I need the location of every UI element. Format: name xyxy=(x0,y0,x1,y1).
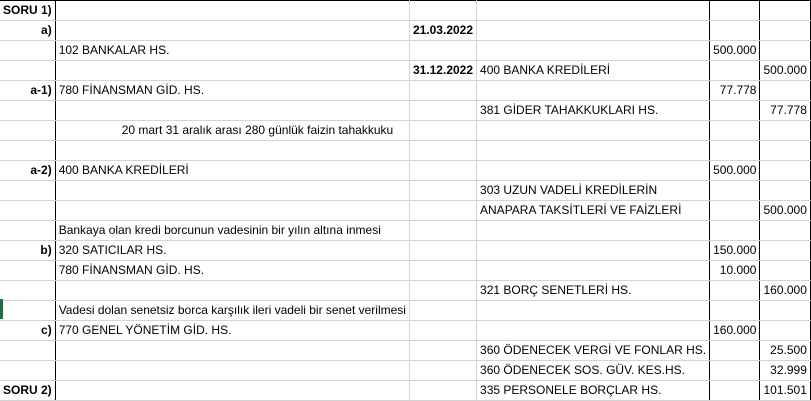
cell-f9[interactable] xyxy=(760,161,810,181)
cell-d15[interactable]: 321 BORÇ SENETLERİ HS. xyxy=(477,281,710,301)
cell-a16[interactable] xyxy=(0,301,55,321)
cell-e7[interactable] xyxy=(710,121,760,141)
cell-d17[interactable] xyxy=(477,321,710,341)
row-selection-marker xyxy=(0,299,3,319)
cell-a3[interactable] xyxy=(0,41,55,61)
cell-d1[interactable] xyxy=(477,1,710,21)
cell-f2[interactable] xyxy=(760,21,810,41)
cell-e2[interactable] xyxy=(710,21,760,41)
cell-b16[interactable]: Vadesi dolan senetsiz borca karşılık ileri vadeli bir senet verilmesi xyxy=(55,301,409,321)
cell-c10[interactable] xyxy=(409,181,476,201)
cell-a6[interactable] xyxy=(0,101,55,121)
table-row xyxy=(0,21,810,41)
cell-b14[interactable]: 780 FİNANSMAN GİD. HS. xyxy=(55,261,409,281)
table-row xyxy=(0,341,810,361)
cell-a14[interactable] xyxy=(0,261,55,281)
cell-e17[interactable]: 160.000 xyxy=(710,321,760,341)
cell-c2[interactable]: 21.03.2022 xyxy=(409,21,476,41)
cell-c6[interactable] xyxy=(409,101,476,121)
cell-d9[interactable] xyxy=(477,161,710,181)
table-row xyxy=(0,101,810,121)
cell-c18[interactable] xyxy=(409,341,476,361)
cell-e16[interactable] xyxy=(710,301,760,321)
cell-b9[interactable]: 400 BANKA KREDİLERİ xyxy=(55,161,409,181)
cell-b4[interactable] xyxy=(55,61,409,81)
table-row xyxy=(0,281,810,301)
table-row xyxy=(0,221,810,241)
cell-b7[interactable]: 20 mart 31 aralık arası 280 günlük faizin tahakkuku xyxy=(55,121,409,141)
cell-c3[interactable] xyxy=(409,41,476,61)
cell-f12[interactable] xyxy=(760,221,810,241)
cell-d19[interactable]: 360 ÖDENECEK SOS. GÜV. KES.HS. xyxy=(477,361,710,381)
table-row xyxy=(0,181,810,201)
cell-a13[interactable]: b) xyxy=(0,241,55,261)
table-row xyxy=(0,261,810,281)
cell-b11[interactable] xyxy=(55,201,409,221)
cell-a5[interactable]: a-1) xyxy=(0,81,55,101)
cell-c14[interactable] xyxy=(409,261,476,281)
table-row xyxy=(0,1,810,21)
cell-d18[interactable]: 360 ÖDENECEK VERGİ VE FONLAR HS. xyxy=(477,341,710,361)
cell-a1[interactable]: SORU 1) xyxy=(0,1,55,21)
cell-f13[interactable] xyxy=(760,241,810,261)
cell-e5[interactable]: 77.778 xyxy=(710,81,760,101)
cell-a20[interactable]: SORU 2) xyxy=(0,381,55,401)
cell-e20[interactable] xyxy=(710,381,760,401)
cell-d14[interactable] xyxy=(477,261,710,281)
cell-b2[interactable] xyxy=(55,21,409,41)
cell-d2[interactable] xyxy=(477,21,710,41)
cell-f5[interactable] xyxy=(760,81,810,101)
cell-f20[interactable]: 101.501 xyxy=(760,381,810,401)
cell-e10[interactable] xyxy=(710,181,760,201)
cell-f16[interactable] xyxy=(760,301,810,321)
cell-a2[interactable]: a) xyxy=(0,21,55,41)
cell-e1[interactable] xyxy=(710,1,760,21)
cell-c7[interactable] xyxy=(409,121,476,141)
cell-e4[interactable] xyxy=(710,61,760,81)
cell-c13[interactable] xyxy=(409,241,476,261)
cell-d12[interactable] xyxy=(477,221,710,241)
cell-a4[interactable] xyxy=(0,61,55,81)
cell-c17[interactable] xyxy=(409,321,476,341)
table-row xyxy=(0,81,810,101)
cell-a15[interactable] xyxy=(0,281,55,301)
cell-e13[interactable]: 150.000 xyxy=(710,241,760,261)
table-row xyxy=(0,301,810,321)
cell-d4[interactable]: 400 BANKA KREDİLERİ xyxy=(477,61,710,81)
cell-f3[interactable] xyxy=(760,41,810,61)
cell-b10[interactable] xyxy=(55,181,409,201)
cell-d13[interactable] xyxy=(477,241,710,261)
cell-f4[interactable]: 500.000 xyxy=(760,61,810,81)
cell-f19[interactable]: 32.999 xyxy=(760,361,810,381)
cell-f11[interactable]: 500.000 xyxy=(760,201,810,221)
table-row xyxy=(0,161,810,181)
cell-f17[interactable] xyxy=(760,321,810,341)
cell-b8[interactable] xyxy=(55,141,409,161)
cell-e3[interactable]: 500.000 xyxy=(710,41,760,61)
cell-d16[interactable] xyxy=(477,301,710,321)
cell-d11[interactable]: ANAPARA TAKSİTLERİ VE FAİZLERİ xyxy=(477,201,710,221)
cell-b19[interactable] xyxy=(55,361,409,381)
table-row xyxy=(0,381,810,401)
table-row xyxy=(0,121,810,141)
cell-f6[interactable]: 77.778 xyxy=(760,101,810,121)
cell-d6[interactable]: 381 GİDER TAHAKKUKLARI HS. xyxy=(477,101,710,121)
cell-a9[interactable]: a-2) xyxy=(0,161,55,181)
cell-d7[interactable] xyxy=(477,121,710,141)
cell-a11[interactable] xyxy=(0,201,55,221)
cell-f10[interactable] xyxy=(760,181,810,201)
cell-b1[interactable] xyxy=(55,1,409,21)
cell-a19[interactable] xyxy=(0,361,55,381)
cell-c12[interactable] xyxy=(409,221,476,241)
cell-b13[interactable]: 320 SATICILAR HS. xyxy=(55,241,409,261)
cell-f7[interactable] xyxy=(760,121,810,141)
cell-a8[interactable] xyxy=(0,141,55,161)
cell-d10[interactable]: 303 UZUN VADELİ KREDİLERİN xyxy=(477,181,710,201)
cell-e18[interactable] xyxy=(710,341,760,361)
cell-c11[interactable] xyxy=(409,201,476,221)
cell-c9[interactable] xyxy=(409,161,476,181)
cell-f15[interactable]: 160.000 xyxy=(760,281,810,301)
cell-c1[interactable] xyxy=(409,1,476,21)
cell-b17[interactable]: 770 GENEL YÖNETİM GİD. HS. xyxy=(55,321,409,341)
table-row xyxy=(0,361,810,381)
cell-d3[interactable] xyxy=(477,41,710,61)
cell-b20[interactable] xyxy=(55,381,409,401)
cell-c5[interactable] xyxy=(409,81,476,101)
cell-a17[interactable]: c) xyxy=(0,321,55,341)
cell-c19[interactable] xyxy=(409,361,476,381)
cell-e19[interactable] xyxy=(710,361,760,381)
cell-a10[interactable] xyxy=(0,181,55,201)
cell-c16[interactable] xyxy=(409,301,476,321)
cell-b12[interactable]: Bankaya olan kredi borcunun vadesinin bir yılın altına inmesi xyxy=(55,221,409,241)
cell-c8[interactable] xyxy=(409,141,476,161)
cell-e9[interactable]: 500.000 xyxy=(710,161,760,181)
cell-b15[interactable] xyxy=(55,281,409,301)
table-row xyxy=(0,41,810,61)
cell-e8[interactable] xyxy=(710,141,760,161)
cell-c4[interactable]: 31.12.2022 xyxy=(409,61,476,81)
cell-b18[interactable] xyxy=(55,341,409,361)
table-row xyxy=(0,141,810,161)
table-row xyxy=(0,61,810,81)
cell-f14[interactable] xyxy=(760,261,810,281)
cell-b5[interactable]: 780 FİNANSMAN GİD. HS. xyxy=(55,81,409,101)
cell-f1[interactable] xyxy=(760,1,810,21)
table-row xyxy=(0,241,810,261)
cell-e15[interactable] xyxy=(710,281,760,301)
cell-d5[interactable] xyxy=(477,81,710,101)
table-row xyxy=(0,201,810,221)
cell-d20[interactable]: 335 PERSONELE BORÇLAR HS. xyxy=(477,381,710,401)
table-row xyxy=(0,321,810,341)
cell-c15[interactable] xyxy=(409,281,476,301)
cell-e11[interactable] xyxy=(710,201,760,221)
cell-b6[interactable] xyxy=(55,101,409,121)
cell-b3[interactable]: 102 BANKALAR HS. xyxy=(55,41,409,61)
cell-a18[interactable] xyxy=(0,341,55,361)
cell-f8[interactable] xyxy=(760,141,810,161)
cell-e6[interactable] xyxy=(710,101,760,121)
cell-a7[interactable] xyxy=(0,121,55,141)
cell-a12[interactable] xyxy=(0,221,55,241)
cell-e14[interactable]: 10.000 xyxy=(710,261,760,281)
cell-d8[interactable] xyxy=(477,141,710,161)
cell-f18[interactable]: 25.500 xyxy=(760,341,810,361)
cell-e12[interactable] xyxy=(710,221,760,241)
cell-c20[interactable] xyxy=(409,381,476,401)
